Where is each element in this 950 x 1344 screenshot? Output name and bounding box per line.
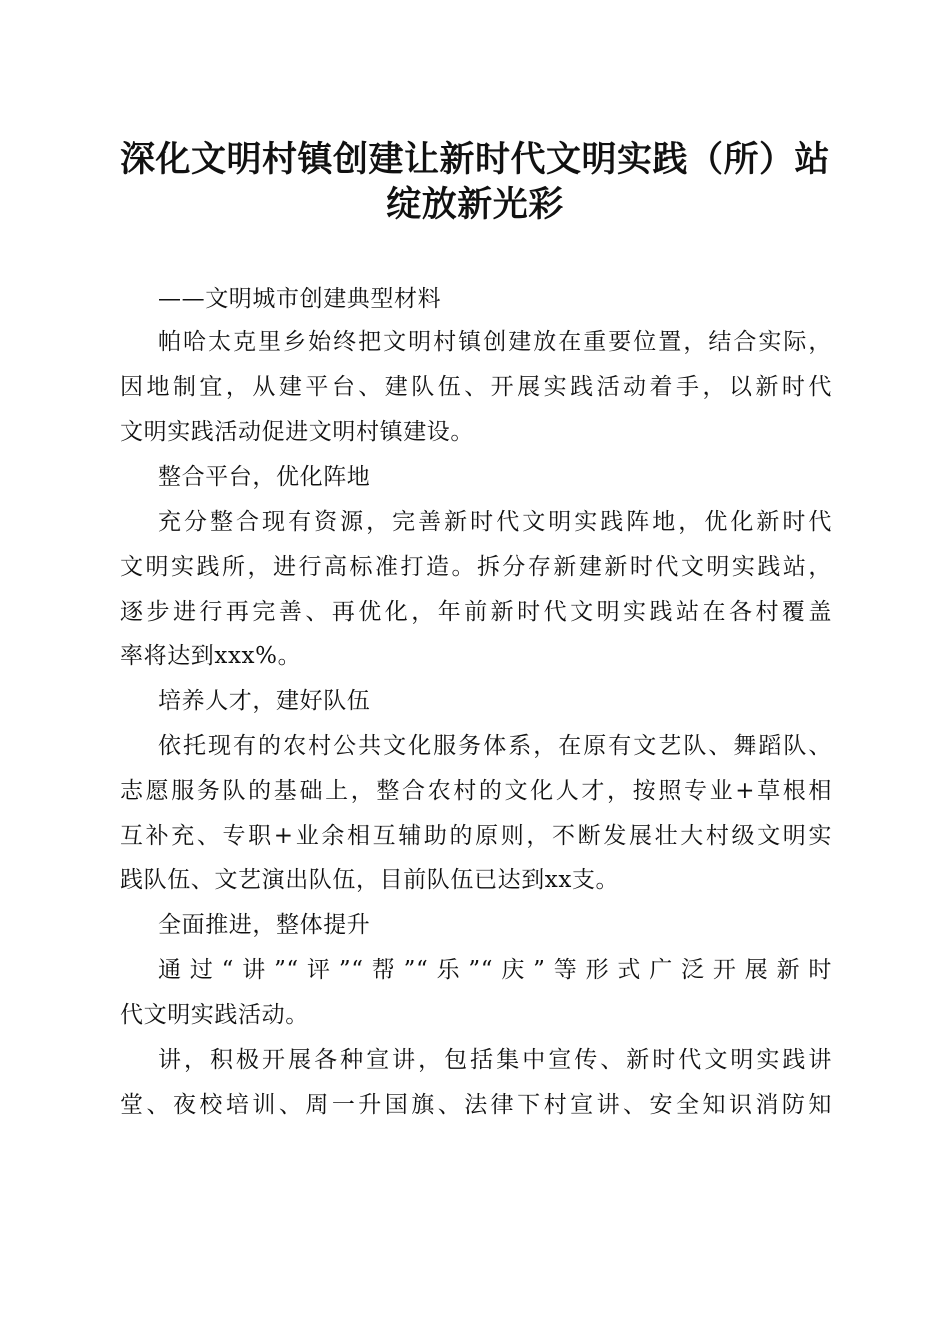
document-title-line-1: 深化文明村镇创建让新时代文明实践（所）站 <box>119 139 830 180</box>
paragraph-line: 文明实践所，进行高标准打造。拆分存新建新时代文明实践站， <box>120 554 832 580</box>
paragraph-line: 代文明实践活动。 <box>120 1002 309 1028</box>
paragraph-line: 通过“讲”“评”“帮”“乐”“庆”等形式广泛开展新时 <box>158 957 832 983</box>
paragraph-line: 依托现有的农村公共文化服务体系，在原有文艺队、舞蹈队、 <box>158 733 832 759</box>
paragraph-line: 志愿服务队的基础上，整合农村的文化人才，按照专业+草根相 <box>120 778 832 804</box>
paragraph-line: 践队伍、文艺演出队伍，目前队伍已达到xx支。 <box>120 867 620 893</box>
paragraph-line: 堂、夜校培训、周一升国旗、法律下村宣讲、安全知识消防知 <box>120 1092 832 1118</box>
paragraph-line: 充分整合现有资源，完善新时代文明实践阵地，优化新时代 <box>158 509 832 535</box>
section-heading: 整合平台，优化阵地 <box>158 464 371 490</box>
paragraph-line: 帕哈太克里乡始终把文明村镇创建放在重要位置，结合实际， <box>158 329 832 355</box>
document-title-line-2: 绽放新光彩 <box>386 184 564 225</box>
paragraph-line: 率将达到xxx%。 <box>120 643 302 669</box>
paragraph-line: 文明实践活动促进文明村镇建设。 <box>120 419 474 445</box>
section-heading: 培养人才，建好队伍 <box>158 688 371 714</box>
section-heading: 全面推进，整体提升 <box>158 912 371 938</box>
paragraph-line: 逐步进行再完善、再优化，年前新时代文明实践站在各村覆盖 <box>120 599 832 625</box>
paragraph-line: 讲，积极开展各种宣讲，包括集中宣传、新时代文明实践讲 <box>158 1047 832 1073</box>
document-subtitle: ——文明城市创建典型材料 <box>158 286 442 312</box>
paragraph-line: 互补充、专职+业余相互辅助的原则，不断发展壮大村级文明实 <box>120 823 832 849</box>
paragraph-line: 因地制宜，从建平台、建队伍、开展实践活动着手，以新时代 <box>120 374 832 400</box>
